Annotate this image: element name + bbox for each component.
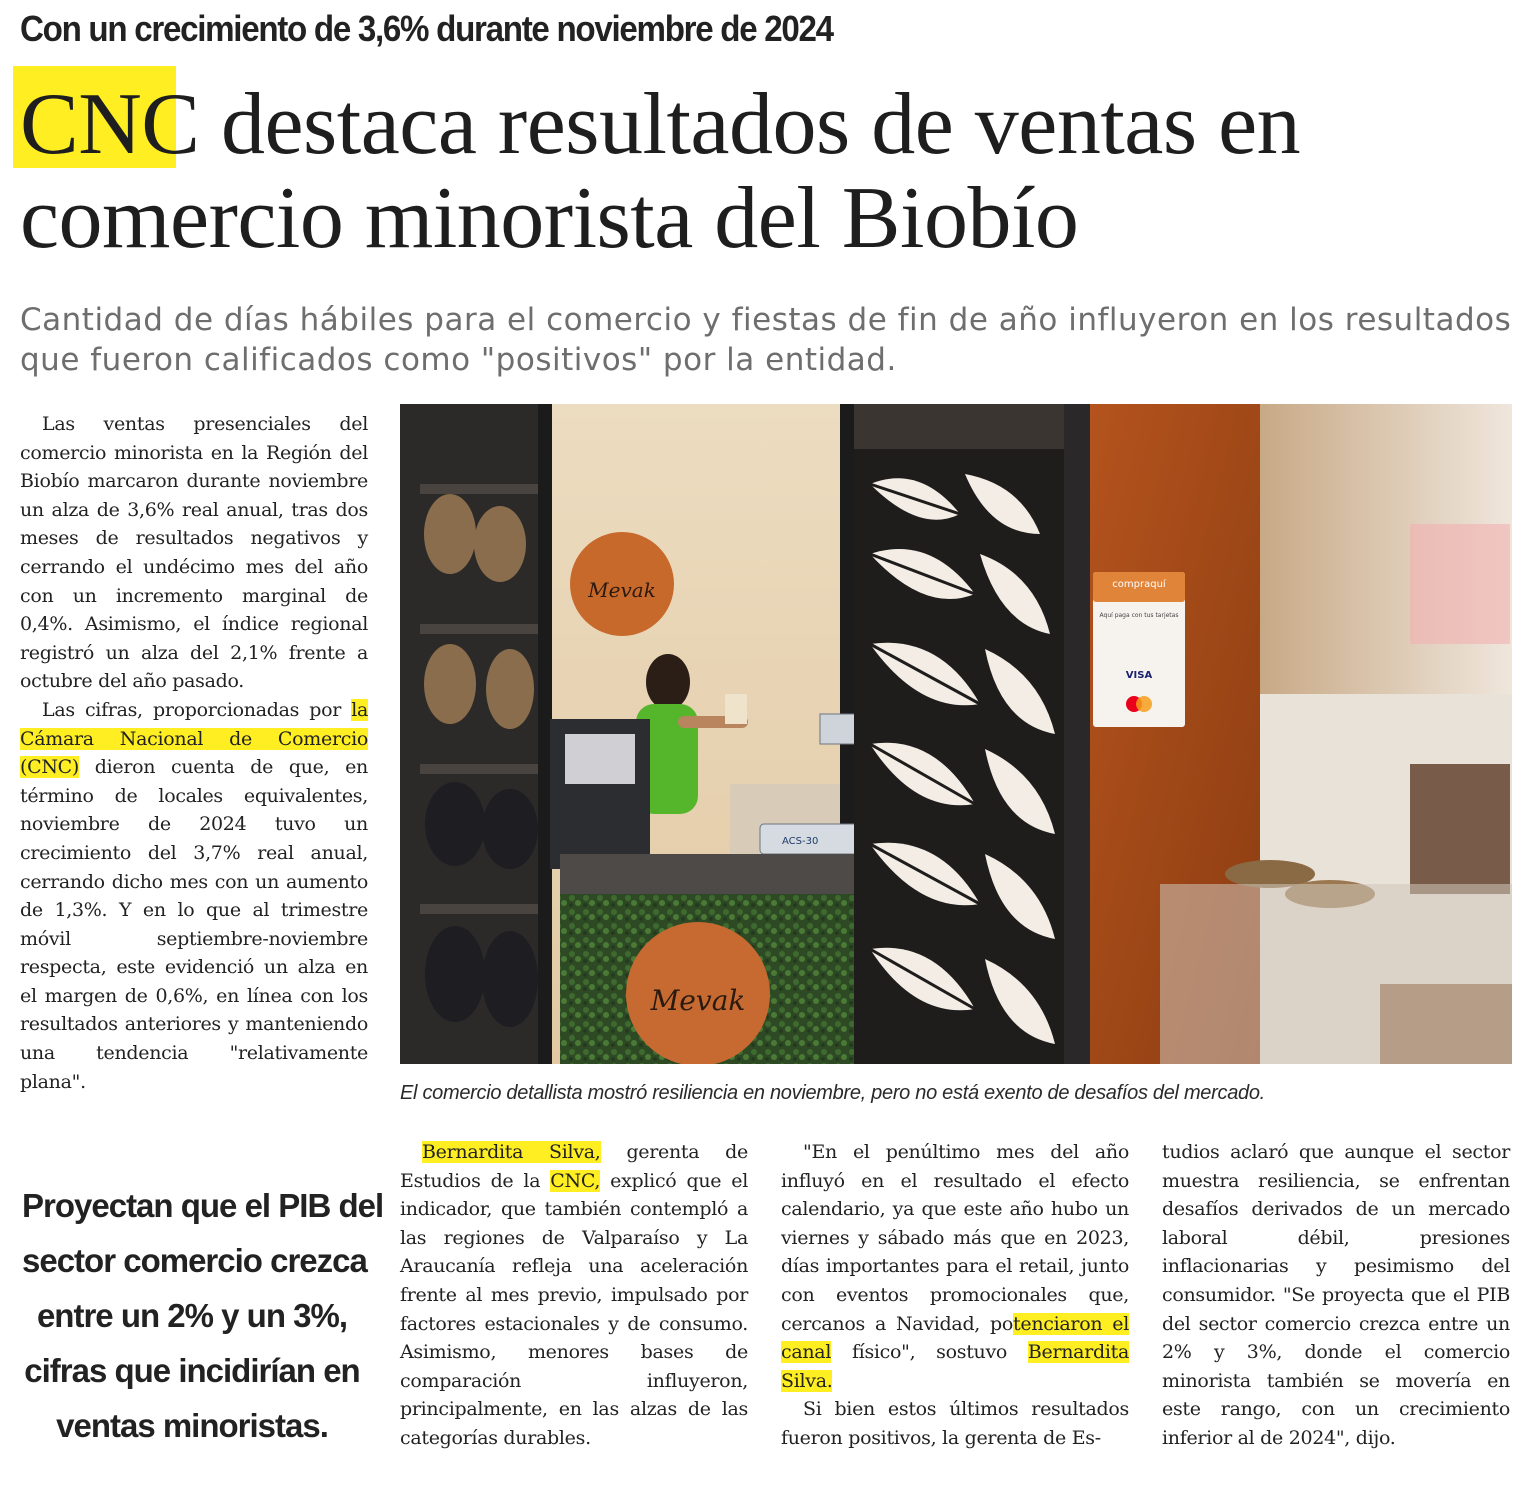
payment-sign-header: compraquí [1112,579,1166,590]
body-paragraph: Bernardita Silva, gerenta de Estudios de la CNC, explicó que el indicador, que también contempló a las regiones de Valparaíso y La Araucanía refleja una aceleración frente al mes previo, impulsado por factores estacionales y de consumo. Asimismo, menores bases de comparación influyeron, principalmente, en las alzas de las categorías durables. [400,1141,748,1449]
counter-logo [626,922,770,1064]
deck [20,300,1520,380]
pull-quote-line: entre un 2% y un 3%, [36,1297,348,1334]
body-column-b [781,1138,1129,1453]
body-paragraph: Las cifras, proporcionadas por la Cámara Nacional de Comercio (CNC) dieron cuenta de que, en término de locales equivalentes, noviembre de 2024 tuvo un crecimiento del 3,7% real anual, cerrando dicho mes con un aumento de 1,3%. Y en lo que al trimestre móvil septiembre-noviembre respecta, este evidenció un alza en el margen de 0,6%, en línea con los resultados anteriores y manteniendo una tendencia "relativamente plana". [20,698,368,1093]
highlighted-text: la Cámara Nacional de Comercio (CNC) [20,698,368,779]
body-paragraph: Las ventas presenciales del comercio minorista en la Región del Biobío marcaron durante noviembre un alza de 3,6% real anual, tras dos meses de resultados negativos y cerrando el undécimo mes del año con un incremento marginal de 0,4%. Asimismo, el índice regional registró un alza del 2,1% frente a octubre del año pasado. [20,413,368,693]
headline-highlight: CNC [20,76,200,173]
headline-line-1 [20,78,1520,172]
lattice-panel [854,449,1064,1064]
pull-quote-line: sector comercio crezca [22,1242,367,1279]
store-photo-illustration [400,404,1512,1064]
deck-line-2: que fueron calificados como "positivos" por la entidad. [20,342,897,378]
highlighted-text: tenciaron el canal [781,1312,1129,1364]
highlighted-text: Bernardita Silva. [781,1341,1129,1392]
payment-sign-sub: Aquí paga con tus tarjetas [1099,612,1179,619]
pull-quote-line: Proyectan que el PIB del [22,1187,384,1224]
body-paragraph: tudios aclaró que aunque el sector muestra resiliencia, se enfrentan desafíos derivados de un mercado laboral débil, presiones inflacionarias y pesimismo del consumidor. "Se proyecta que el PIB del sector comercio crezca entre un 2% y 3%, donde el comercio minorista también se movería en este rango, con un crecimiento inferior al de 2024", dijo. [1162,1141,1510,1449]
wall-logo [570,532,674,636]
headline-line-1-rest: destaca resultados de ventas en [199,76,1301,173]
body-paragraph: "En el penúltimo mes del año influyó en el resultado el efecto calendario, ya que este año hubo un viernes y sábado más que en 2023, días importantes para el retail, junto con eventos promocionales que, cercanos a Navidad, potenciaron el canal físico", sostuvo Bernardita Silva. [781,1141,1129,1392]
pull-quote [22,1178,384,1453]
logo-text: Mevak [588,578,656,602]
pull-quote-line: ventas minoristas. [56,1407,328,1444]
body-column-left [20,410,368,1096]
body-paragraph: Si bien estos últimos resultados fueron positivos, la gerenta de Es- [781,1398,1129,1449]
body-column-c [1162,1138,1510,1453]
highlighted-text: Bernardita Silva, [422,1141,601,1163]
store-photo [400,404,1512,1064]
visa-text: VISA [1125,670,1153,681]
headline-line-2: comercio minorista del Biobío [20,170,1079,267]
headline [20,78,1520,266]
pull-quote-line: cifras que incidirían en [24,1352,360,1389]
body-column-a [400,1138,748,1453]
highlighted-text: CNC, [550,1169,601,1192]
deck-line-1: Cantidad de días hábiles para el comercio y fiestas de fin de año influyeron en los resultados [20,302,1512,338]
photo-caption: El comercio detallista mostró resiliencia en noviembre, pero no está exento de desafíos del mercado. [400,1082,1265,1104]
counter-logo-text: Mevak [650,984,746,1017]
kicker: Con un crecimiento de 3,6% durante noviembre de 2024 [20,8,833,49]
scale-label: ACS-30 [782,836,819,847]
payment-sign [1093,572,1185,727]
